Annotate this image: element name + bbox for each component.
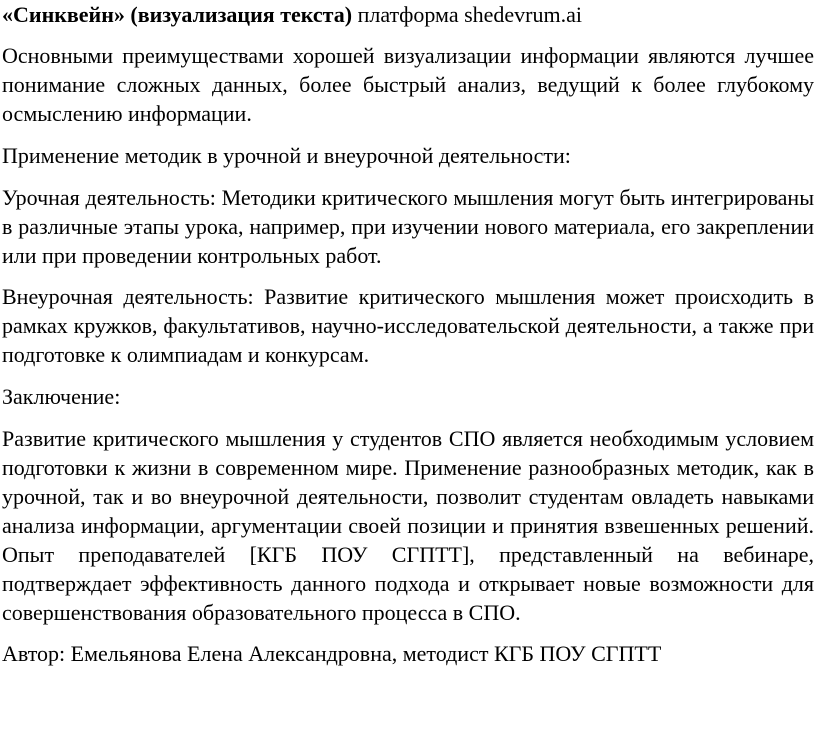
paragraph-author: Автор: Емельянова Елена Александровна, методист КГБ ПОУ СГПТТ [2,641,662,666]
heading-platform-text: платформа shedevrum.ai [352,2,582,27]
paragraph-intro: Основными преимуществами хорошей визуализации информации являются лучшее понимание сложных данных, более быстрый анализ, ведущий к более глубокому осмыслению информации. [2,43,814,126]
paragraph-extracurricular-activity: Внеурочная деятельность: Развитие критического мышления может происходить в рамках кружков, факультативов, научно-исследовательской деятельности, а также при подготовке к олимпиадам и конкурсам. [2,284,814,367]
paragraph-conclusion-title: Заключение: [2,384,121,409]
paragraph-conclusion-text: Развитие критического мышления у студентов СПО является необходимым условием подготовки к жизни в современном мире. Применение разнообразных методик, как в урочной, так и во внеурочной деятельности, позволит студентам овладеть навыками анализа информации, аргументации своей позиции и принятия взвешенных решений. Опыт преподавателей [КГБ ПОУ СГПТТ], представленный на вебинаре, подтверждает эффективность данного подхода и открывает новые возможности для совершенствования образовательного процесса в СПО. [2,426,814,625]
heading-bold-title: «Синквейн» (визуализация текста) [2,2,353,27]
document-heading [2,0,814,29]
paragraph-application-heading: Применение методик в урочной и внеурочной деятельности: [2,143,571,168]
paragraph-lesson-activity: Урочная деятельность: Методики критического мышления могут быть интегрированы в различные этапы урока, например, при изучении нового материала, его закреплении или при проведении контрольных работ. [2,185,814,268]
